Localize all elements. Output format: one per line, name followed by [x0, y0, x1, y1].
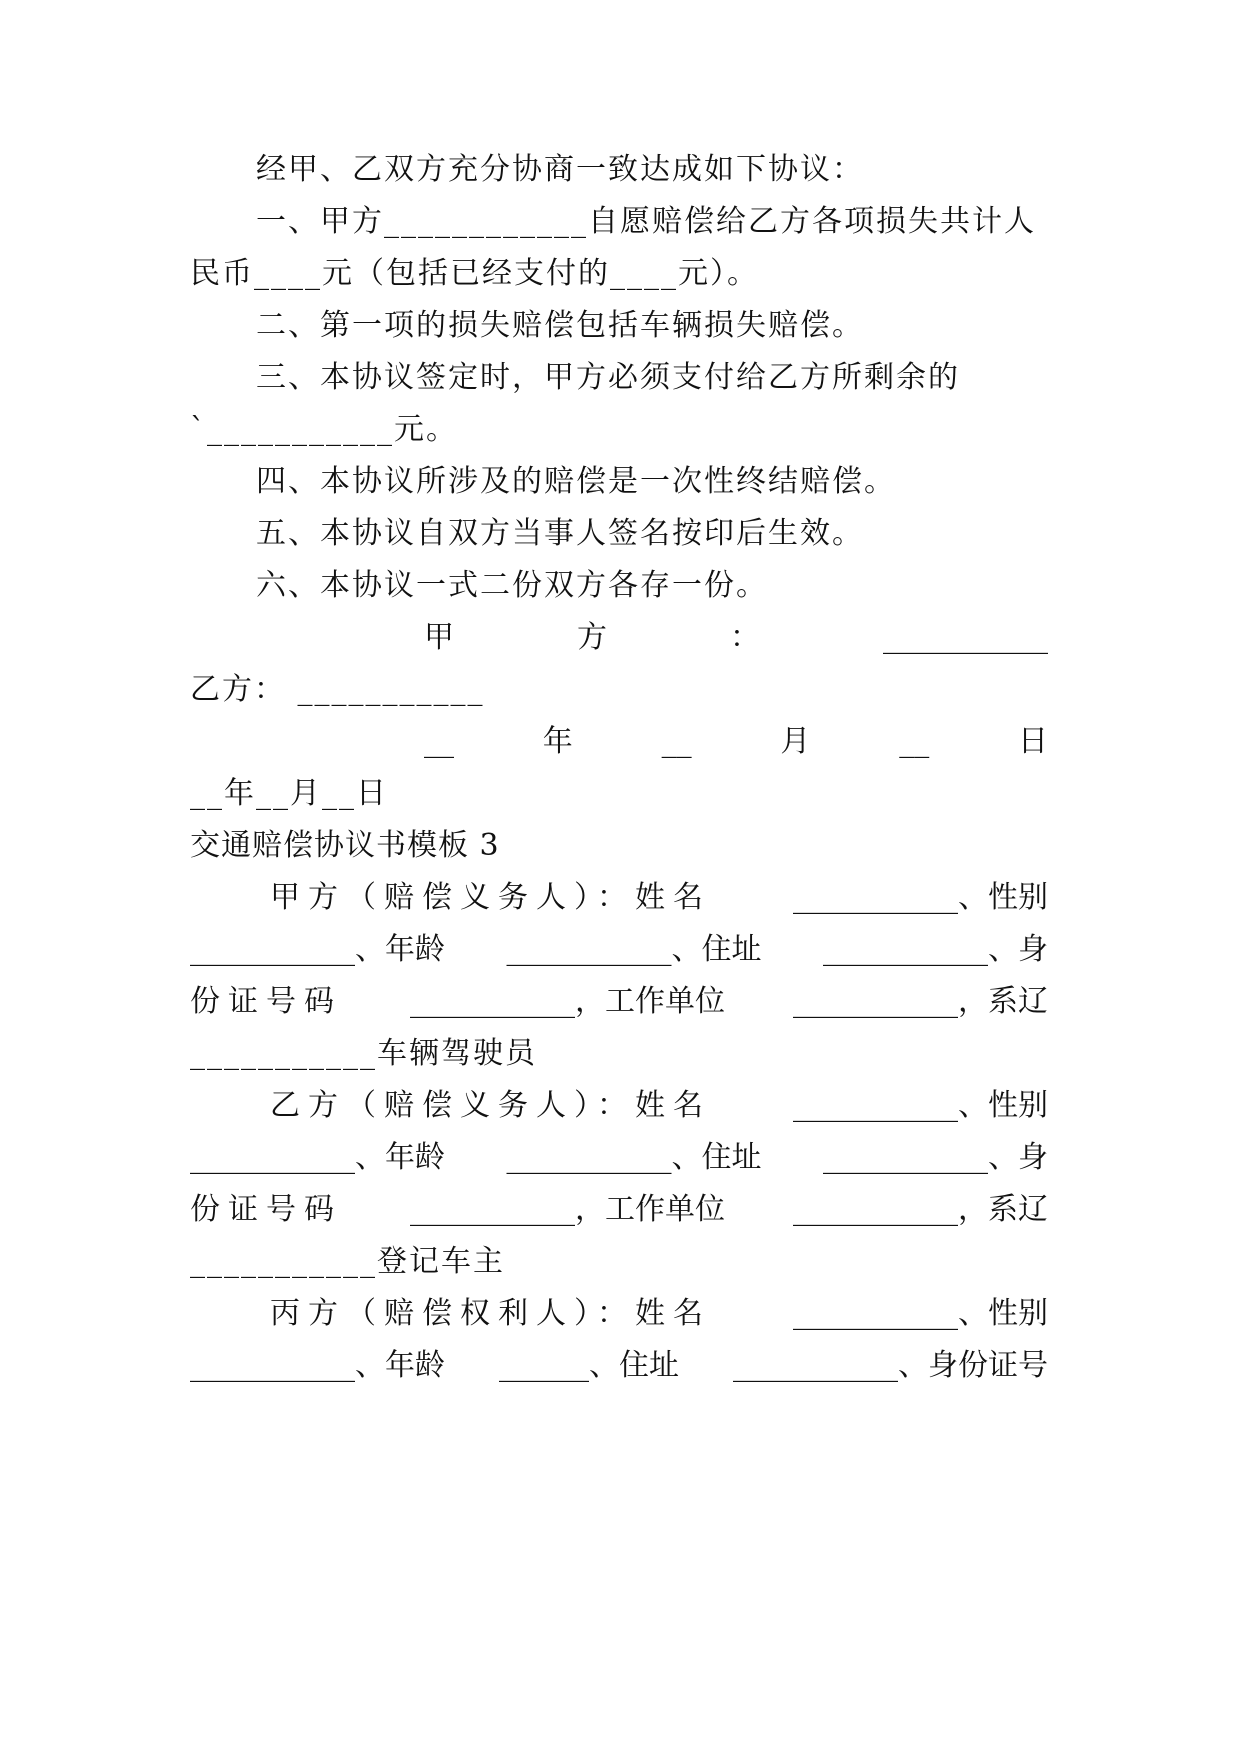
party-b-line-2 — [190, 1138, 1048, 1178]
party-b-label: 乙方（赔偿义务人）：姓名 — [270, 1088, 711, 1123]
party-c-line-1 — [190, 1294, 1048, 1334]
party-a-age: ___________、年龄 — [190, 932, 445, 967]
sig-blank: ___________ — [883, 620, 1048, 655]
date-row — [190, 722, 1048, 762]
section-title: 交通赔偿协议书模板 3 — [190, 828, 500, 863]
clause-1-line-2: 民币____元（包括已经支付的____元）。 — [190, 256, 759, 291]
party-a-id-label: 份证号码 — [190, 984, 342, 1019]
clause-4: 四、本协议所涉及的赔偿是一次性终结赔偿。 — [256, 464, 896, 499]
party-a-signature-row — [190, 618, 1048, 658]
party-a-id-prefix: ___________、身 — [823, 932, 1048, 967]
party-a-gender: ___________、性别 — [793, 880, 1048, 915]
party-b-id-label: 份证号码 — [190, 1192, 342, 1227]
party-b-work: ___________，工作单位 — [410, 1192, 725, 1227]
date-blank-year: __ — [424, 724, 454, 759]
party-a-line-3 — [190, 982, 1048, 1022]
party-c-id-prefix: ___________、身份证号 — [733, 1348, 1048, 1383]
party-a-line-1 — [190, 878, 1048, 918]
party-a-line-2 — [190, 930, 1048, 970]
party-b-line-1 — [190, 1086, 1048, 1126]
date-blank-month: __ — [661, 724, 692, 759]
clause-5: 五、本协议自双方当事人签名按印后生效。 — [256, 516, 864, 551]
clause-2: 二、第一项的损失赔偿包括车辆损失赔偿。 — [256, 308, 864, 343]
party-a-work: ___________，工作单位 — [410, 984, 725, 1019]
party-c-address: ______、住址 — [499, 1348, 679, 1383]
party-a-relation: ___________，系辽 — [793, 984, 1048, 1019]
party-a-address: ___________、住址 — [506, 932, 762, 967]
party-c-line-2 — [190, 1346, 1048, 1386]
date-month-char: 月 — [780, 724, 811, 759]
date-line-2: __年__月__日 — [190, 776, 388, 811]
clause-3-line-2: `___________元。 — [190, 412, 458, 447]
sig-colon: ： — [730, 620, 760, 655]
sig-char-2: 方 — [577, 620, 607, 655]
party-b-line-4: ___________登记车主 — [190, 1244, 505, 1279]
party-b-gender: ___________、性别 — [793, 1088, 1048, 1123]
date-day-char: 日 — [1017, 724, 1048, 759]
party-b-address: ___________、住址 — [506, 1140, 762, 1175]
clause-3-line-1: 三、本协议签定时，甲方必须支付给乙方所剩余的 — [256, 360, 960, 395]
intro-line: 经甲、乙双方充分协商一致达成如下协议： — [256, 152, 864, 187]
clause-1-line-1: 一、甲方____________自愿赔偿给乙方各项损失共计人 — [256, 204, 1036, 239]
party-b-id-prefix: ___________、身 — [823, 1140, 1048, 1175]
party-a-line-4: ___________车辆驾驶员 — [190, 1036, 537, 1071]
party-b-relation: ___________，系辽 — [793, 1192, 1048, 1227]
party-b-line-3 — [190, 1190, 1048, 1230]
date-blank-day: __ — [899, 724, 930, 759]
party-c-label: 丙方（赔偿权利人）：姓名 — [270, 1296, 711, 1331]
sig-char-1: 甲 — [424, 620, 454, 655]
party-b-age: ___________、年龄 — [190, 1140, 445, 1175]
party-c-age: ___________、年龄 — [190, 1348, 445, 1383]
party-c-gender: ___________、性别 — [793, 1296, 1048, 1331]
party-a-label: 甲方（赔偿义务人）：姓名 — [270, 880, 711, 915]
party-b-signature: 乙方： ___________ — [190, 672, 485, 707]
date-year-char: 年 — [542, 724, 573, 759]
clause-6: 六、本协议一式二份双方各存一份。 — [256, 568, 768, 603]
